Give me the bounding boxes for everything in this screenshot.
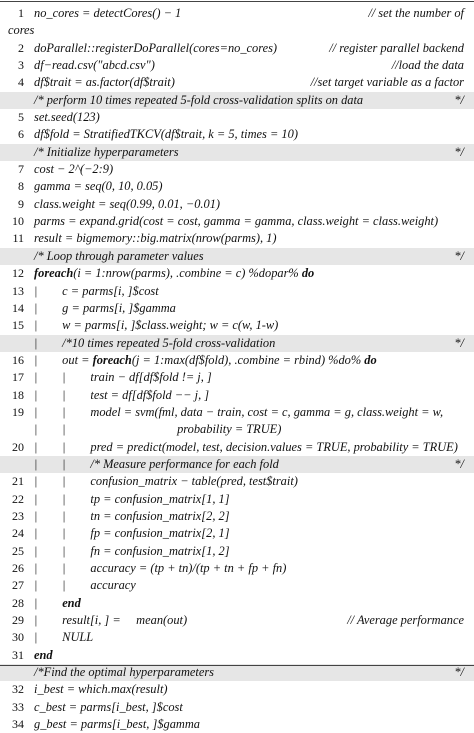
inline-comment: //load the data [391, 58, 464, 73]
inline-comment: */ [454, 456, 464, 471]
code-prefix: | | fp = confusion_matrix[2, 1] [34, 526, 230, 541]
code-text [34, 404, 443, 421]
code-prefix: set.seed(123) [34, 110, 100, 125]
code-prefix: no_cores = detectCores() − 1 [34, 6, 182, 20]
code-text [34, 647, 53, 664]
code-line [0, 404, 474, 421]
line-number: 23 [12, 508, 24, 523]
code-text [34, 456, 279, 473]
code-prefix: result = bigmemory::big.matrix(nrow(parms), 1) [34, 231, 277, 246]
code-text [34, 92, 363, 109]
line-number: 27 [12, 578, 24, 593]
code-text [34, 560, 286, 577]
code-rest: (j = 1:max(df$fold), .combine = rbind) %do% [131, 352, 365, 367]
code-line [0, 22, 474, 39]
code-prefix: i_best = which.max(result) [34, 682, 168, 697]
keyword: end [62, 595, 81, 610]
comment-row [0, 664, 474, 681]
code-text [34, 508, 230, 525]
code-prefix: class.weight = seq(0.99, 0.01, −0.01) [34, 196, 221, 211]
code-text [34, 74, 175, 91]
code-text [34, 681, 168, 698]
line-number: 13 [12, 283, 24, 298]
line-number: 2 [18, 40, 24, 55]
code-prefix: | /*10 times repeated 5-fold cross-validation [34, 335, 276, 350]
inline-comment: */ [454, 335, 464, 350]
code-text [34, 196, 220, 213]
comment-row [0, 248, 474, 265]
code-line [0, 265, 474, 282]
code-line [0, 629, 474, 646]
inline-comment: // register parallel backend [329, 40, 464, 55]
code-prefix: c_best = parms[i_best, ]$cost [34, 699, 183, 714]
code-prefix: df$trait = as.factor(df$trait) [34, 75, 175, 90]
code-text [34, 629, 93, 646]
code-prefix: | | tp = confusion_matrix[1, 1] [34, 491, 230, 506]
line-number: 17 [12, 370, 24, 385]
code-prefix: | NULL [34, 630, 94, 645]
code-text [34, 335, 275, 352]
line-number: 22 [12, 491, 24, 506]
code-text [34, 543, 230, 560]
code-line [0, 369, 474, 386]
code-text [34, 369, 212, 386]
code-line [0, 300, 474, 317]
code-line [0, 560, 474, 577]
code-prefix: | | /* Measure performance for each fold [34, 456, 279, 471]
code-text [34, 595, 81, 612]
algorithm-listing [0, 5, 474, 733]
code-text [34, 577, 136, 594]
code-text [34, 317, 278, 334]
line-number: 6 [18, 127, 24, 142]
code-prefix: | w = parms[i, ]$class.weight; w = c(w, 1-w) [34, 318, 279, 333]
code-prefix: doParallel::registerDoParallel(cores=no_cores) [34, 40, 278, 55]
code-prefix: | c = parms[i, ]$cost [34, 283, 159, 298]
code-prefix: | result[i, ] = mean(out) [34, 613, 188, 628]
code-text [34, 178, 162, 195]
line-number: 21 [12, 474, 24, 489]
keyword: foreach [92, 352, 132, 367]
code-prefix: df$fold = StratifiedTKCV(df$trait, k = 5, times = 10) [34, 127, 298, 142]
code-prefix: gamma = seq(0, 10, 0.05) [34, 179, 163, 194]
line-number: 12 [12, 266, 24, 281]
code-prefix: | | confusion_matrix − table(pred, test$trait) [34, 474, 298, 489]
code-prefix: | [34, 595, 63, 610]
code-text [34, 144, 179, 161]
inline-comment: */ [454, 144, 464, 159]
code-text [34, 491, 230, 508]
line-number: 7 [18, 162, 24, 177]
code-text [34, 283, 159, 300]
code-line [0, 525, 474, 542]
code-line [0, 126, 474, 143]
line-number: 5 [18, 110, 24, 125]
code-text [34, 126, 298, 143]
keyword: foreach [34, 266, 74, 281]
comment-row [0, 335, 474, 352]
keyword: do [364, 352, 377, 367]
code-prefix: parms = expand.grid(cost = cost, gamma = gamma, class.weight = class.weight) [34, 214, 439, 229]
line-number: 15 [12, 318, 24, 333]
code-line [0, 196, 474, 213]
line-number: 19 [12, 404, 24, 419]
line-number: 29 [12, 613, 24, 628]
code-text [34, 5, 181, 22]
line-number: 32 [12, 682, 24, 697]
code-line [0, 283, 474, 300]
code-text [34, 716, 200, 733]
line-number: 4 [18, 75, 24, 90]
code-prefix: /* Initialize hyperparameters [34, 144, 179, 159]
code-line [0, 595, 474, 612]
line-number: 18 [12, 387, 24, 402]
line-number: 25 [12, 543, 24, 558]
code-line [0, 5, 474, 22]
keyword: end [34, 647, 53, 662]
line-number: 9 [18, 196, 24, 211]
line-number: 30 [12, 630, 24, 645]
line-number: 8 [18, 179, 24, 194]
code-prefix: | | accuracy = (tp + tn)/(tp + tn + fp + fn) [34, 561, 287, 575]
code-line [0, 178, 474, 195]
code-prefix: | | fn = confusion_matrix[1, 2] [34, 543, 230, 558]
code-text [34, 664, 214, 681]
code-line [0, 74, 474, 91]
code-prefix: /* perform 10 times repeated 5-fold cross-validation splits on data [34, 92, 364, 107]
code-line [0, 439, 474, 456]
inline-comment: */ [454, 248, 464, 263]
code-line [0, 473, 474, 490]
line-number: 10 [12, 214, 24, 229]
inline-comment: //set target variable as a factor [310, 75, 464, 90]
code-text [34, 612, 187, 629]
code-text [34, 421, 281, 438]
code-text [34, 699, 183, 716]
code-prefix: | | train − df[df$fold != j, ] [34, 370, 212, 385]
line-number: 11 [12, 231, 24, 246]
comment-row [0, 144, 474, 161]
code-prefix: df−read.csv("abcd.csv") [34, 58, 155, 73]
line-number: 34 [12, 717, 24, 732]
code-prefix: | | accuracy [34, 578, 136, 593]
code-line [0, 230, 474, 247]
code-prefix: | | model = svm(fml, data − train, cost = c, gamma = g, class.weight = w, [34, 404, 444, 419]
code-text [34, 265, 314, 282]
comment-row [0, 456, 474, 473]
code-line [0, 40, 474, 57]
code-line [0, 716, 474, 733]
code-prefix: g_best = parms[i_best, ]$gamma [34, 717, 201, 732]
code-prefix: | | test = df[df$fold −− j, ] [34, 387, 210, 402]
code-prefix: | | probability = TRUE) [34, 422, 282, 437]
keyword: do [301, 266, 315, 281]
code-text [34, 300, 176, 317]
code-text [34, 161, 113, 178]
code-rest: (i = 1:nrow(parms), .combine = c) %dopar% [73, 266, 302, 281]
code-text [34, 473, 298, 490]
code-line [0, 317, 474, 334]
code-line [0, 213, 474, 230]
code-prefix: | | pred = predict(model, test, decision.values = TRUE, probability = TRUE) [34, 439, 458, 454]
code-text [34, 109, 100, 126]
code-text [8, 22, 34, 39]
code-prefix: cores [8, 23, 35, 38]
inline-comment: */ [454, 665, 464, 680]
line-number: 20 [12, 439, 24, 454]
code-line [0, 577, 474, 594]
inline-comment: */ [454, 92, 464, 107]
code-text [34, 213, 438, 230]
inline-comment: // set the number of [368, 6, 464, 20]
code-text [34, 387, 209, 404]
code-text [34, 352, 377, 369]
code-text [34, 40, 277, 57]
code-prefix: cost − 2^(−2:9) [34, 162, 114, 177]
code-prefix: /*Find the optimal hyperparameters [34, 665, 214, 680]
code-prefix: | out = [34, 352, 93, 367]
inline-comment: // Average performance [347, 613, 464, 628]
code-line [0, 647, 474, 664]
code-line [0, 57, 474, 74]
line-number: 24 [12, 526, 24, 541]
comment-row [0, 92, 474, 109]
code-line [0, 681, 474, 698]
code-text [34, 248, 204, 265]
code-line [0, 387, 474, 404]
table-top-rule [0, 1, 474, 2]
code-text [34, 57, 155, 74]
line-number: 1 [18, 6, 24, 20]
code-line [0, 699, 474, 716]
code-text [34, 439, 458, 456]
line-number: 14 [12, 300, 24, 315]
code-line [0, 352, 474, 369]
code-prefix: | g = parms[i, ]$gamma [34, 300, 176, 315]
code-line [0, 543, 474, 560]
code-line [0, 421, 474, 438]
line-number: 31 [12, 647, 24, 662]
line-number: 3 [18, 58, 24, 73]
code-line [0, 161, 474, 178]
line-number: 33 [12, 699, 24, 714]
line-number: 16 [12, 352, 24, 367]
code-line [0, 491, 474, 508]
line-number: 26 [12, 561, 24, 575]
code-prefix: /* Loop through parameter values [34, 248, 204, 263]
code-line [0, 612, 474, 629]
line-number: 28 [12, 595, 24, 610]
code-line [0, 508, 474, 525]
code-prefix: | | tn = confusion_matrix[2, 2] [34, 508, 230, 523]
code-text [34, 525, 230, 542]
code-text [34, 230, 277, 247]
code-line [0, 109, 474, 126]
